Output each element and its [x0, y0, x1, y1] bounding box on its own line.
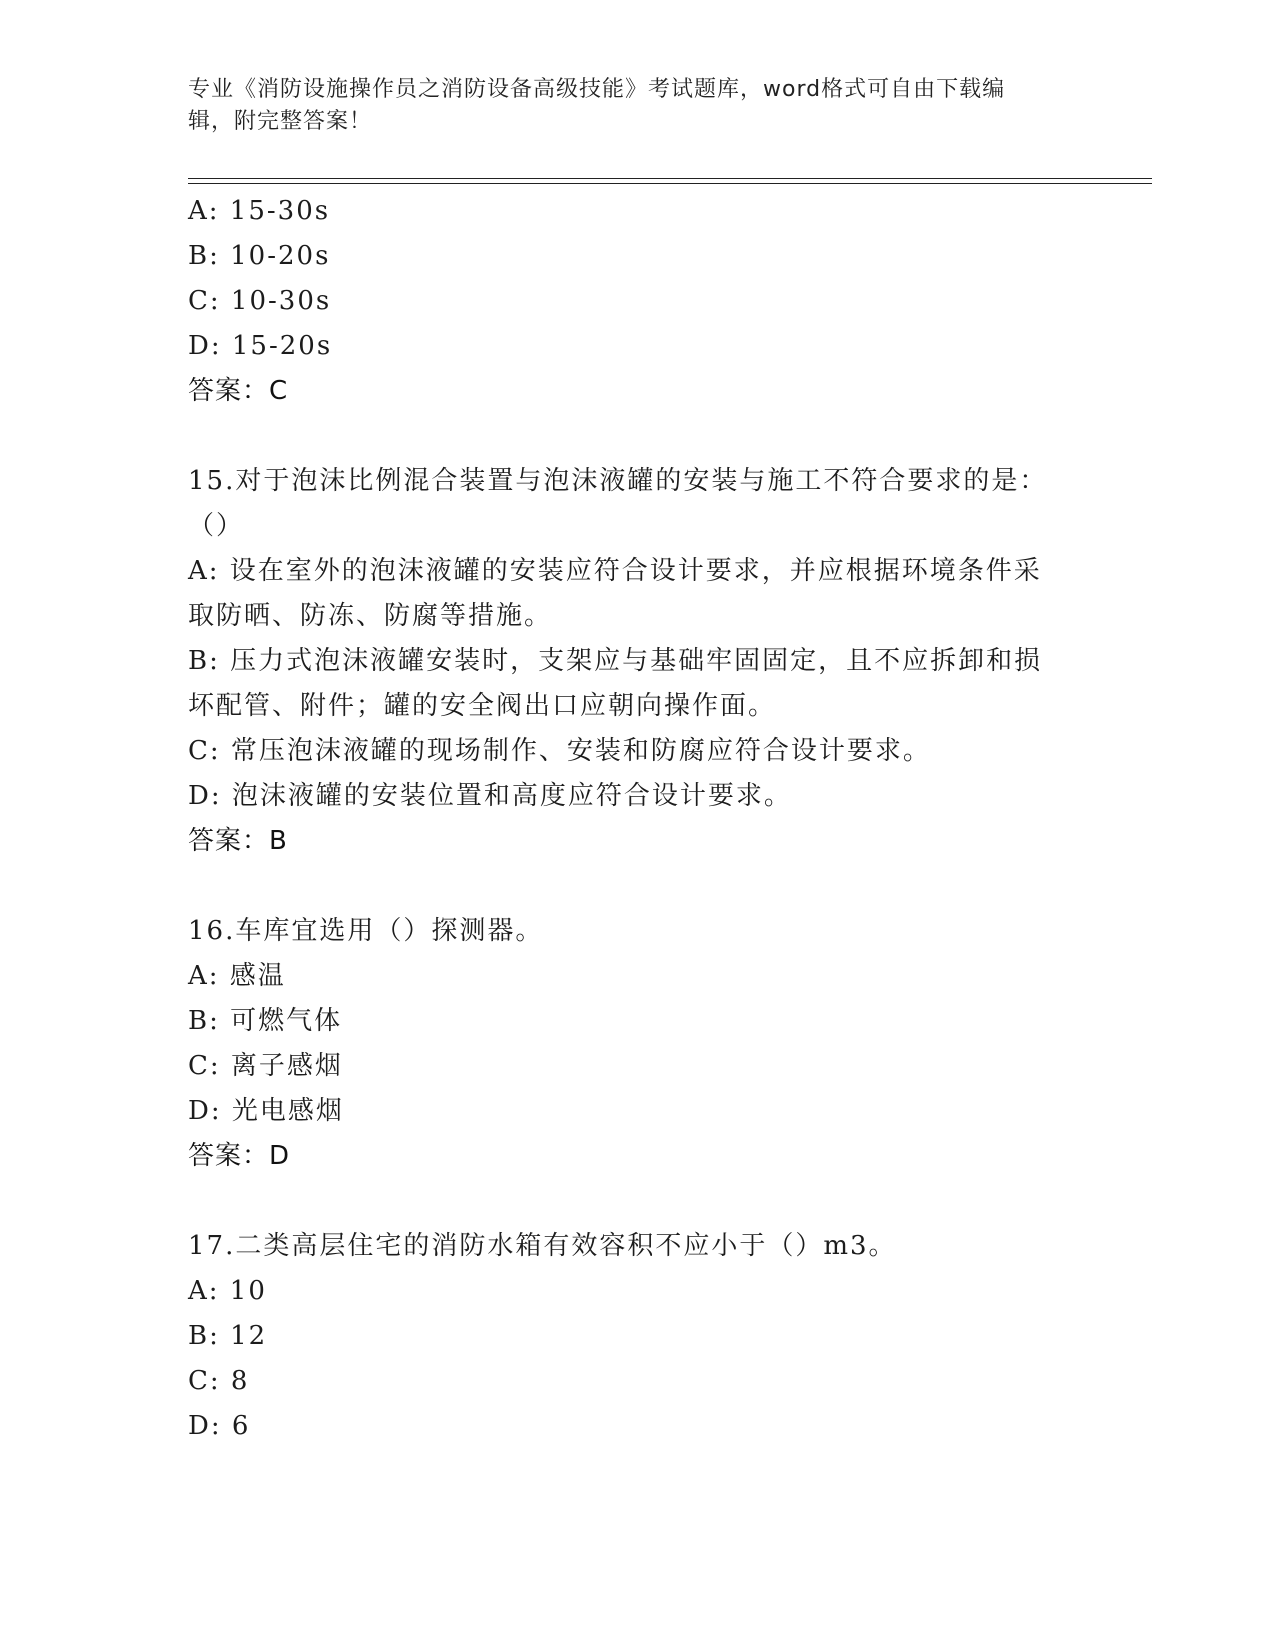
- q16-option-a: A: 感温: [188, 961, 286, 991]
- q15-option-b-line-2: 坏配管、附件；罐的安全阀出口应朝向操作面。: [188, 691, 777, 721]
- header-line-1: 专业《消防设施操作员之消防设备高级技能》考试题库，word格式可自由下载编: [188, 77, 1006, 102]
- q14-option-b: B: 10-20s: [188, 241, 331, 271]
- q17-option-d: D: 6: [188, 1411, 251, 1441]
- header-divider-bottom: [188, 183, 1152, 184]
- q14-option-d: D: 15-20s: [188, 331, 333, 361]
- q15-option-b-line-1: B: 压力式泡沫液罐安装时，支架应与基础牢固固定，且不应拆卸和损: [188, 646, 1043, 676]
- q15-option-d: D: 泡沫液罐的安装位置和高度应符合设计要求。: [188, 781, 792, 811]
- q16-option-b: B: 可燃气体: [188, 1006, 343, 1036]
- q14-option-c: C: 10-30s: [188, 286, 332, 316]
- q16-option-d: D: 光电感烟: [188, 1096, 344, 1126]
- q14-answer: 答案：C: [188, 376, 289, 406]
- q15-answer: 答案：B: [188, 826, 288, 856]
- q17-option-c: C: 8: [188, 1366, 250, 1396]
- document-header: [188, 74, 1088, 138]
- q15-option-c: C: 常压泡沫液罐的现场制作、安装和防腐应符合设计要求。: [188, 736, 931, 766]
- q16-answer: 答案：D: [188, 1141, 291, 1171]
- q17-question: 17.二类高层住宅的消防水箱有效容积不应小于（）m3。: [188, 1231, 897, 1261]
- header-line-2: 辑，附完整答案！: [188, 109, 373, 134]
- q15-option-a-line-2: 取防晒、防冻、防腐等措施。: [188, 601, 553, 631]
- q17-option-a: A: 10: [188, 1276, 267, 1306]
- q16-option-c: C: 离子感烟: [188, 1051, 343, 1081]
- q14-option-a: A: 15-30s: [188, 196, 331, 226]
- header-divider-top: [188, 178, 1152, 179]
- q16-question: 16.车库宜选用（）探测器。: [188, 916, 544, 946]
- q15-question-line-2: （）: [188, 511, 245, 541]
- q17-option-b: B: 12: [188, 1321, 268, 1351]
- q15-question-line-1: 15.对于泡沫比例混合装置与泡沫液罐的安装与施工不符合要求的是：: [188, 466, 1048, 496]
- q15-option-a-line-1: A: 设在室外的泡沫液罐的安装应符合设计要求，并应根据环境条件采: [188, 556, 1042, 586]
